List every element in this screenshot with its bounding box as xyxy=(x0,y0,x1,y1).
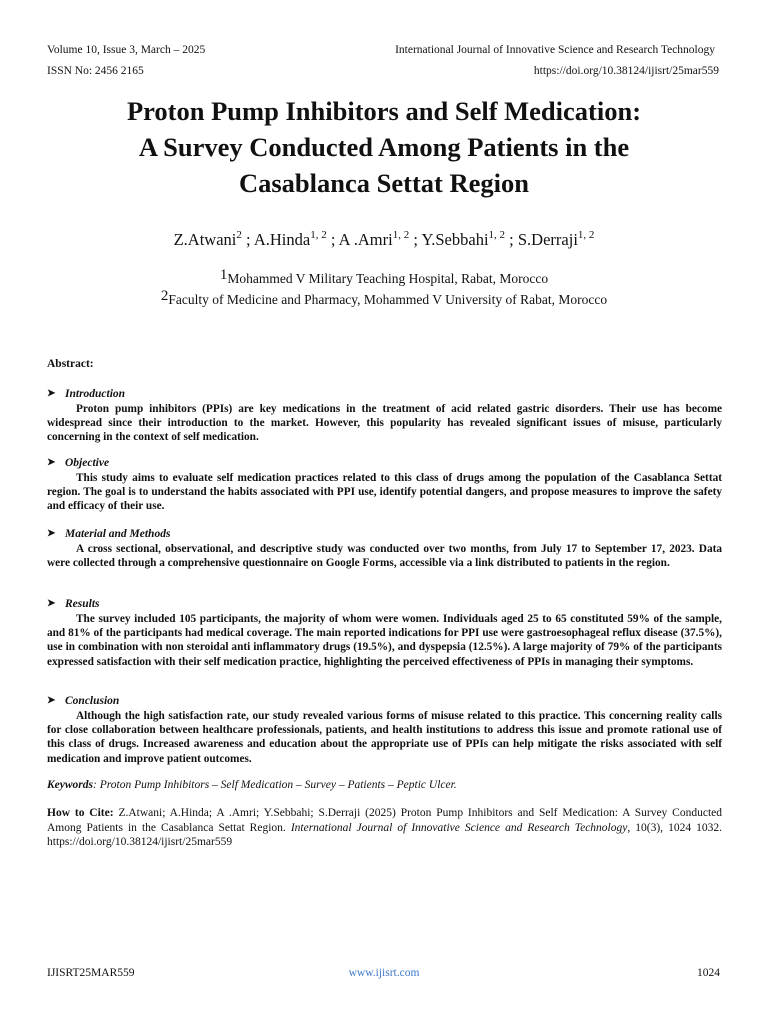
abstract-label: Abstract: xyxy=(47,358,94,370)
cite-journal: International Journal of Innovative Science and Research Technology xyxy=(290,821,628,834)
affiliation-2 xyxy=(0,288,768,309)
arrow-bullet-icon: ➤ xyxy=(47,457,56,468)
keywords xyxy=(47,778,722,792)
section-heading: Material and Methods xyxy=(65,528,171,540)
footer-page-number: 1024 xyxy=(697,967,720,979)
title-line-1: Proton Pump Inhibitors and Self Medication: xyxy=(126,96,642,126)
keywords-label: Keywords xyxy=(47,779,93,791)
author: Z.Atwani$^2$ ; xyxy=(173,229,254,249)
arrow-bullet-icon: ➤ xyxy=(47,388,56,399)
affiliation-number: 1 xyxy=(219,267,228,283)
arrow-bullet-icon: ➤ xyxy=(47,598,56,609)
paper-title xyxy=(40,93,728,201)
section-body: A cross sectional, observational, and descriptive study was conducted over two months, from July 17 to September 17, 2023. Data were collected through a comprehensive questionnaire on Google Forms, accessible via a link distributed to patients in the region. xyxy=(47,543,722,570)
section-heading: Objective xyxy=(65,457,110,469)
how-to-cite xyxy=(47,806,722,850)
cite-label: How to Cite: xyxy=(47,807,114,819)
section-heading: Results xyxy=(65,598,100,610)
cite-text: Z.Atwani; A.Hinda; A .Amri; Y.Sebbahi; S.Derraji (2025) Proton Pump Inhibitors and Self Medication: A Survey Conducted Among Patients in the Casablanca Settat Region. xyxy=(47,807,722,834)
section-body: Although the high satisfaction rate, our study revealed various forms of misuse related to this practice. This concerning reality calls for close collaboration between healthcare professionals, patients, and health institutions to address this issue and promote rational use of this class of drugs. Increased awareness and education about the appropriate use of PPIs can help mitigate the risks associated with self medication and improve patient outcomes. xyxy=(47,710,722,765)
abstract-section-introduction xyxy=(47,387,722,445)
title-line-2: A Survey Conducted Among Patients in the xyxy=(138,132,630,162)
affiliation-text: Mohammed V Military Teaching Hospital, Rabat, Morocco xyxy=(227,271,549,286)
author: Y.Sebbahi$^{1, 2}$ ; xyxy=(421,229,518,249)
cite-tail: , 10(3), 1024 1032. https://doi.org/10.38124/ijisrt/25mar559 xyxy=(47,821,723,848)
header-issn: ISSN No: 2456 2165 xyxy=(47,65,144,77)
author: A.Hinda$^{1, 2}$ ; xyxy=(253,229,339,249)
author-list xyxy=(0,229,768,251)
abstract-section-objective xyxy=(47,456,722,514)
section-body: Proton pump inhibitors (PPIs) are key medications in the treatment of acid related gastric disorders. Their use has become widespread since their introduction to the market. However, this popularity has revealed significant issues of misuse, particularly concerning in the context of self medication. xyxy=(47,403,722,444)
header-journal-name: International Journal of Innovative Science and Research Technology xyxy=(395,44,715,56)
abstract-section-conclusion xyxy=(47,694,722,766)
abstract-section-results xyxy=(47,597,722,669)
footer-site-link[interactable]: www.ijisrt.com xyxy=(348,967,420,979)
header-doi-link[interactable]: https://doi.org/10.38124/ijisrt/25mar559 xyxy=(533,65,719,77)
section-body: This study aims to evaluate self medication practices related to this class of drugs among the population of the Casablanca Settat region. The goal is to understand the habits associated with PPI use, identify potential dangers, and propose measures to improve the safety and efficacy of their use. xyxy=(47,472,722,513)
arrow-bullet-icon: ➤ xyxy=(47,695,56,706)
author: A .Amri$^{1, 2}$ ; xyxy=(338,229,422,249)
arrow-bullet-icon: ➤ xyxy=(47,528,56,539)
title-line-3: Casablanca Settat Region xyxy=(238,168,530,198)
affiliation-1 xyxy=(0,267,768,288)
keywords-text: : Proton Pump Inhibitors – Self Medication – Survey – Patients – Peptic Ulcer. xyxy=(93,779,457,791)
abstract-section-methods xyxy=(47,527,722,570)
author: S.Derraji$^{1, 2}$ xyxy=(517,229,595,249)
header-volume: Volume 10, Issue 3, March – 2025 xyxy=(47,44,206,56)
section-heading: Conclusion xyxy=(65,695,120,707)
affiliation-text: Faculty of Medicine and Pharmacy, Mohammed V University of Rabat, Morocco xyxy=(168,292,608,307)
footer-paper-id: IJISRT25MAR559 xyxy=(47,967,135,979)
section-body: The survey included 105 participants, the majority of whom were women. Individuals aged 25 to 65 constituted 59% of the sample, and 81% of the participants had medical coverage. The main reported indications for PPI use were gastroesophageal reflux disease (37.5%), use in combination with non steroidal anti inflammatory drugs (19.5%), and dyspepsia (12.5%). A large majority of 79% of the participants expressed satisfaction with their self medication practice, highlighting the perceived effectiveness of PPIs in managing their symptoms. xyxy=(47,613,722,668)
section-heading: Introduction xyxy=(65,388,126,400)
affiliation-number: 2 xyxy=(160,288,169,304)
